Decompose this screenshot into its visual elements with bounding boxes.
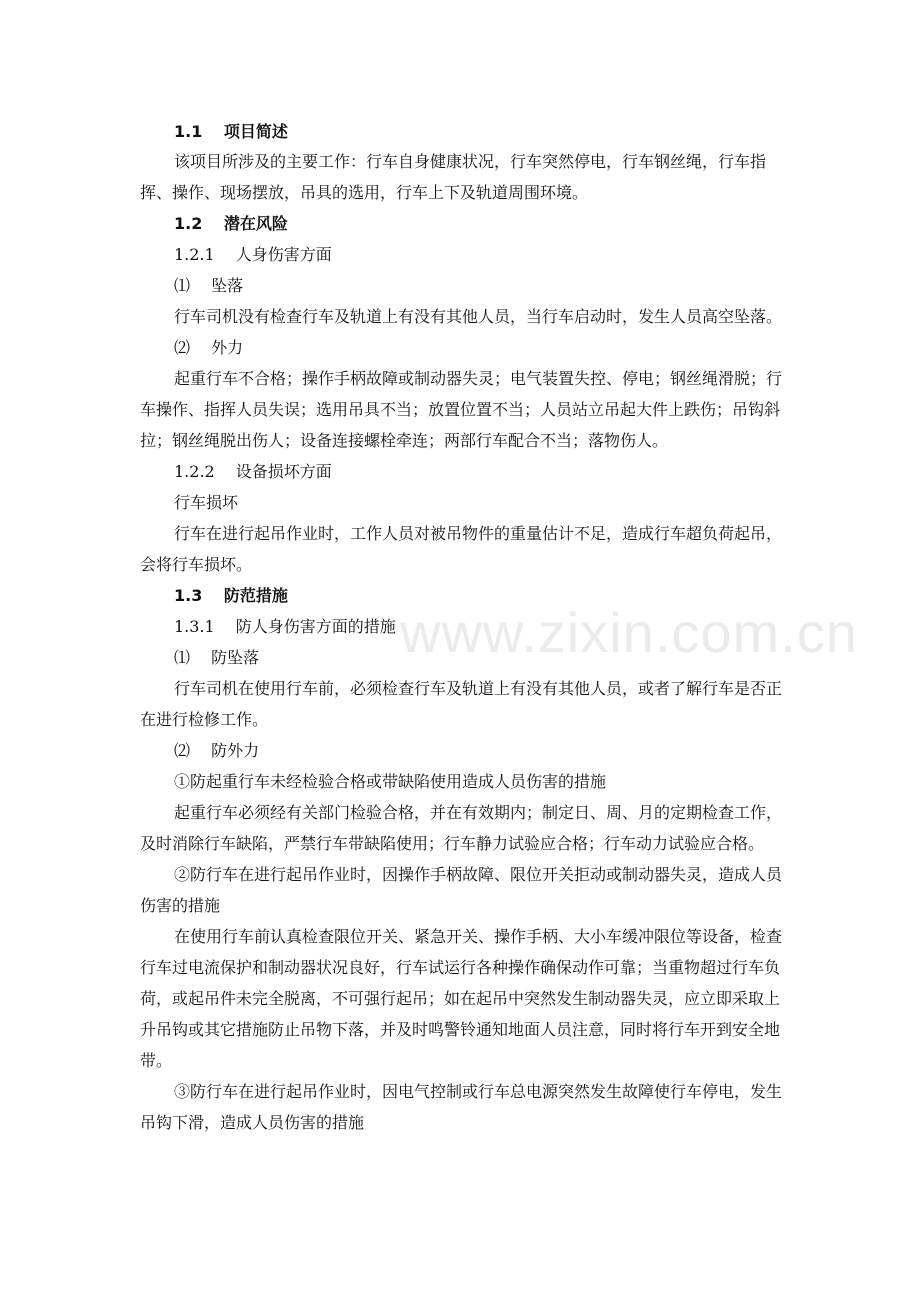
text-line: 行车损坏 — [174, 493, 239, 512]
text-line: ⑴ 坠落 — [174, 276, 244, 295]
text-line: ③防行车在进行起吊作业时，因电气控制或行车总电源突然发生故障使行车停电，发生 — [174, 1082, 783, 1101]
text-line: ⑴ 防坠落 — [174, 648, 260, 667]
text-line: ⑵ 外力 — [174, 338, 244, 357]
text-line: 伤害的措施 — [140, 896, 221, 915]
text-line: 1.2.1 人身伤害方面 — [174, 245, 332, 264]
text-line: 升吊钩或其它措施防止吊物下落，并及时鸣警铃通知地面人员注意，同时将行车开到安全地 — [140, 1020, 781, 1039]
text-line: 1.2.2 设备损坏方面 — [174, 462, 332, 481]
text-line: 起重行车不合格；操作手柄故障或制动器失灵；电气装置失控、停电；钢丝绳滑脱；行 — [174, 369, 783, 388]
text-line: ①防起重行车未经检验合格或带缺陷使用造成人员伤害的措施 — [174, 772, 607, 791]
text-line: ②防行车在进行起吊作业时，因操作手柄故障、限位开关拒动或制动器失灵，造成人员 — [174, 865, 783, 884]
text-line: ⑵ 防外力 — [174, 741, 260, 760]
text-line: 荷，或起吊件未完全脱离，不可强行起吊；如在起吊中突然发生制动器失灵，应立即采取上 — [140, 989, 781, 1008]
text-line: 及时消除行车缺陷，严禁行车带缺陷使用；行车静力试验应合格；行车动力试验应合格。 — [140, 834, 765, 853]
text-line: 吊钩下滑，造成人员伤害的措施 — [140, 1113, 365, 1132]
text-line: 1.2 潜在风险 — [174, 214, 288, 233]
watermark: www.zixin.com.cn — [400, 601, 858, 664]
text-line: 挥、操作、现场摆放，吊具的选用，行车上下及轨道周围环境。 — [140, 183, 589, 202]
text-line: 起重行车必须经有关部门检验合格，并在有效期内；制定日、周、月的定期检查工作， — [174, 803, 783, 822]
text-line: 1.1 项目简述 — [174, 122, 288, 141]
text-line: 1.3 防范措施 — [174, 586, 288, 605]
text-line: 1.3.1 防人身伤害方面的措施 — [174, 617, 396, 636]
text-line: 车操作、指挥人员失误；选用吊具不当；放置位置不当；人员站立吊起大件上跌伤；吊钩斜 — [140, 400, 781, 419]
text-line: 行车司机在使用行车前，必须检查行车及轨道上有没有其他人员，或者了解行车是否正 — [174, 679, 783, 698]
text-line: 会将行车损坏。 — [140, 555, 253, 574]
text-line: 在使用行车前认真检查限位开关、紧急开关、操作手柄、大小车缓冲限位等设备，检查 — [174, 927, 783, 946]
text-line: 拉；钢丝绳脱出伤人；设备连接螺栓牵连；两部行车配合不当；落物伤人。 — [140, 431, 669, 450]
text-line: 行车在进行起吊作业时，工作人员对被吊物件的重量估计不足，造成行车超负荷起吊， — [174, 524, 783, 543]
text-line: 在进行检修工作。 — [140, 710, 269, 729]
text-line: 行车过电流保护和制动器状况良好，行车试运行各种操作确保动作可靠；当重物超过行车负 — [140, 958, 781, 977]
text-line: 该项目所涉及的主要工作：行车自身健康状况，行车突然停电，行车钢丝绳，行车指 — [174, 152, 767, 171]
text-line: 行车司机没有检查行车及轨道上有没有其他人员，当行车启动时，发生人员高空坠落。 — [174, 307, 783, 326]
text-line: 带。 — [140, 1051, 173, 1070]
